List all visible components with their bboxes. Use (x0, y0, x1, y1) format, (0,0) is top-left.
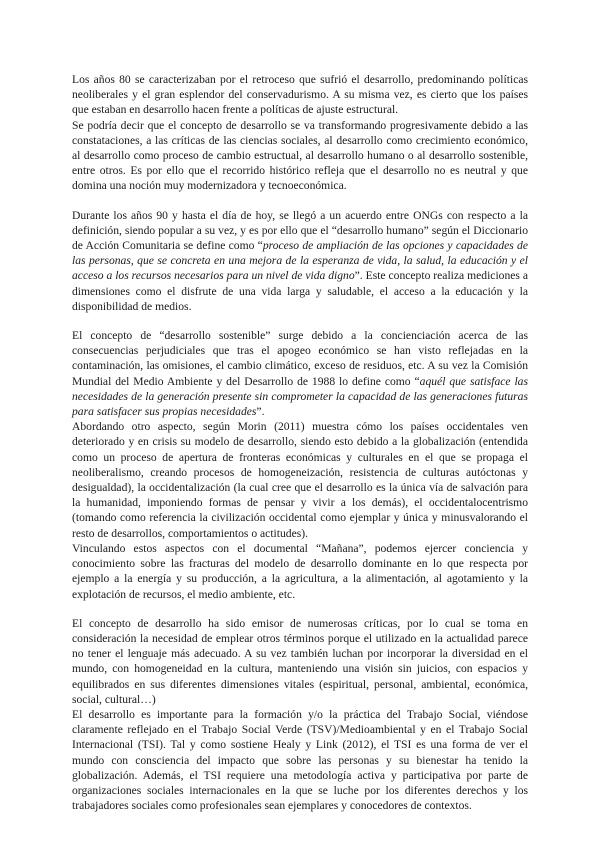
paragraph-gap (72, 314, 528, 328)
sustainable-development-outro: ”. (256, 405, 265, 419)
paragraph-morin: Abordando otro aspecto, según Morin (2011) muestra cómo los países occidentales ven deteriorado y en crisis su modelo de desarrollo, siendo esto debido a la globalización (entendida como un proceso de apertura de fronteras económicas y culturales en el que se propaga el neoliberalismo, creando procesos de homogeneización, resistencia de culturas autóctonas y desigualdad), la occidentalización (la cual cree que el desarrollo es la única vía de salvación para la humanidad, imponiendo formas de pensar y vivir a los demás), el occidentalocentrismo (tomando como referencia la civilización occidental como ejemplar y única y minusvalorando el resto de desarrollos, comportamientos o actitudes). (72, 420, 528, 540)
paragraph-human-development (72, 208, 528, 314)
paragraph-critiques: El concepto de desarrollo ha sido emisor de numerosas críticas, por lo cual se toma en consideración la necesidad de emplear otros términos porque el utilizado en la actualidad parece no tener el lenguaje más adecuado. A su vez también luchan por incorporar la diversidad en el mundo, con homogeneidad en la cultura, manteniendo una visión sin juicios, con espacios y equilibrados en sus diferentes dimensiones vitales (espiritual, personal, ambiental, económica, social, cultural…) (72, 616, 528, 706)
human-development-quote: proceso de ampliación de las opciones y capacidades de las personas, que se concreta en una mejora de la esperanza de vida, la salud, la educación y el acceso a los recursos necesarios para un nivel de vida digno (72, 239, 528, 283)
paragraph-social-work: El desarrollo es importante para la formación y/o la práctica del Trabajo Social, viéndose claramente reflejado en el Trabajo Social Verde (TSV)/Medioambiental y en el Trabajo Social Internacional (TSI). Tal y como sostiene Healy y Link (2012), el TSI es una forma de ver el mundo con consciencia del impacto que sobre las personas y su bienestar ha tenido la globalización. Además, el TSI requiere una metodología activa y participativa por parte de organizaciones sociales internacionales en la que se luche por los diferentes derechos y los trabajadores sociales como profesionales sean ejemplares y conocedores de contextos. (72, 707, 528, 813)
paragraph-concept-evolution: Se podría decir que el concepto de desarrollo se va transformando progresivamente debido a las constataciones, a las críticas de las ciencias sociales, al desarrollo como crecimiento económico, al desarrollo como proceso de cambio estructual, al desarrollo humano o al desarrollo sostenible, entre otros. Es por ello que el recorrido histórico refleja que el desarrollo no es neutral y que domina una noción muy modernizadora y tecnoeconómica. (72, 118, 528, 193)
sustainable-development-quote: aquél que satisface las necesidades de la generación presente sin comprometer la capacidad de las generaciones futuras para satisfacer sus propias necesidades (72, 374, 528, 419)
paragraph-manana-documentary: Vinculando estos aspectos con el documental “Mañana”, podemos ejercer conciencia y conocimiento sobre las fracturas del modelo de desarrollo dominante en lo que respecta por ejemplo a la energía y su producción, a la agricultura, a la alimentación, al agotamiento y la explotación de recursos, el medio ambiente, etc. (72, 541, 528, 601)
human-development-intro: Durante los años 90 y hasta el día de hoy, se llegó a un acuerdo entre ONGs con respecto a la definición, siendo popular a su vez, y es por ello que el “desarrollo humano” según el Diccionario de Acción Comunitaria se define como “ (72, 208, 528, 253)
paragraph-gap (72, 194, 528, 208)
paragraph-sustainable-development (72, 328, 528, 419)
human-development-outro: ”. Este concepto realiza mediciones a dimensiones como el disfrute de una vida larga y saludable, el acceso a la educación y la disponibilidad de medios. (72, 269, 528, 313)
paragraph-80s: Los años 80 se caracterizaban por el retroceso que sufrió el desarrollo, predominando políticas neoliberales y el gran esplendor del conservadurismo. A su misma vez, es cierto que los países que estaban en desarrollo hacen frente a políticas de ajuste estructural. (72, 73, 528, 117)
paragraph-gap (72, 602, 528, 616)
sustainable-development-intro: El concepto de “desarrollo sostenible” surge debido a la concienciación acerca de las consecuencias perjudiciales que tras el apogeo económico se han visto reflejadas en la contaminación, las omisiones, el cambio climático, exceso de residuos, etc. A su vez la Comisión Mundial del Medio Ambiente y del Desarrollo de 1988 lo define como “ (72, 329, 528, 388)
document-page (72, 72, 528, 813)
